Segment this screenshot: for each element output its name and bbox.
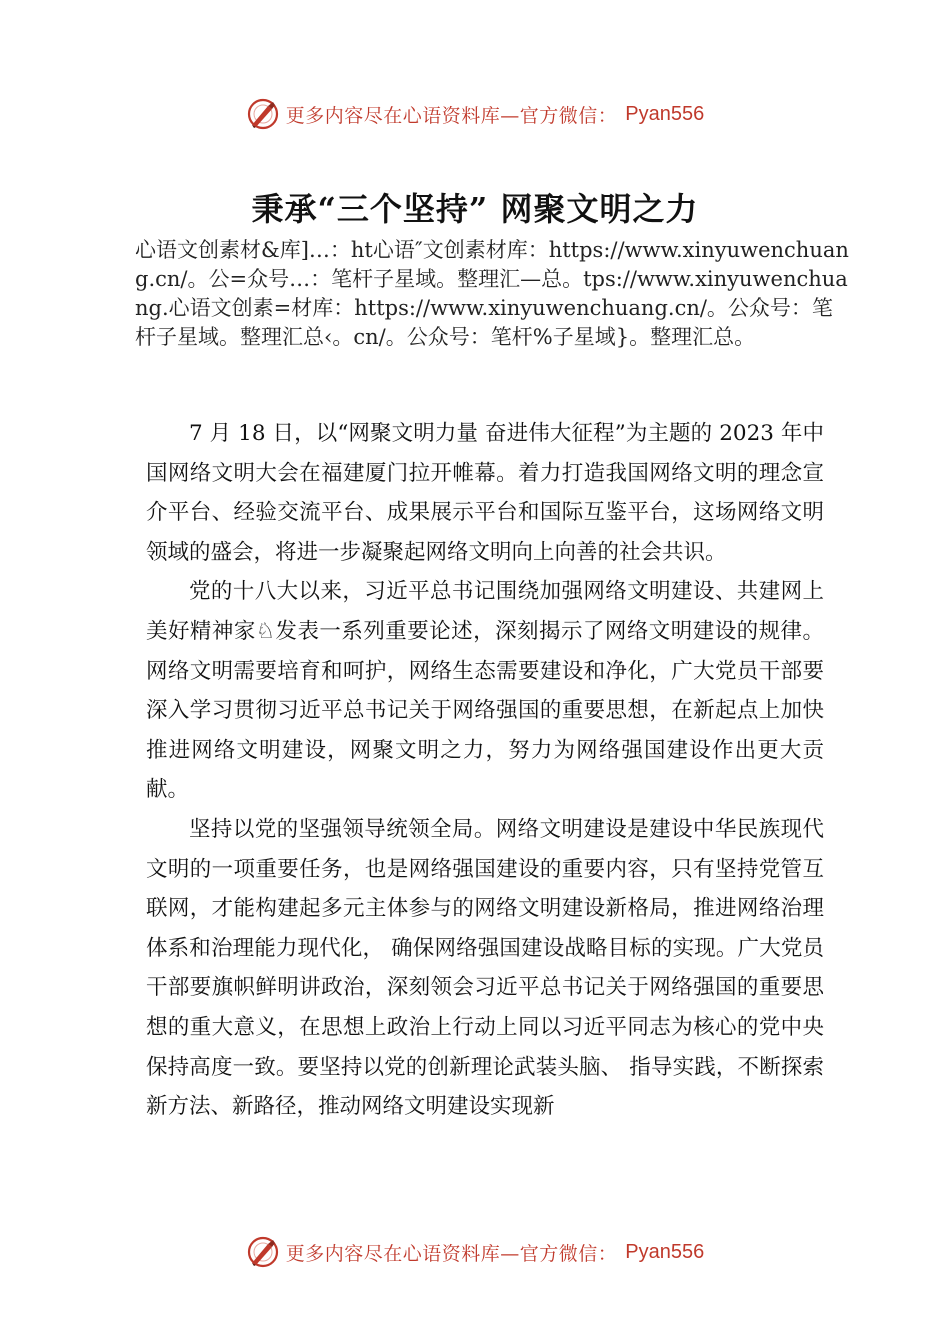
source-note: 心语文创素材&库]…：ht心语″文创素材库：https://www.xinyuwenchuang.cn/。公=众号…：笔杆子星域。整理汇—总。tps://www.xinyuwenchuang.心语文创素=材库：https://www.xinyuwenchuang.cn/。公众号：笔杆子星域。整理汇总‹。cn/。公众号：笔杆%子星域}。整理汇总。 [135, 238, 849, 349]
article-title: 秉承“三个坚持” 网聚文明之力 [251, 190, 699, 228]
footer-banner [0, 1232, 950, 1272]
header-wechat-id: Pyan556 [625, 102, 705, 125]
pen-logo-icon [246, 97, 280, 131]
pen-logo-icon [246, 1235, 280, 1269]
paragraph: 坚持以党的坚强领导统领全局。网络文明建设是建设中华民族现代文明的一项重要任务，也是网络强国建设的重要内容，只有坚持党管互联网，才能构建起多元主体参与的网络文明建设新格局，推进网络治理体系和治理能力现代化， 确保网络强国建设战略目标的实现。广大党员干部要旗帜鲜明讲政治，深刻领会习近平总书记关于网络强国的重要思想的重大意义，在思想上政治上行动上同以习近平同志为核心的党中央保持高度一致。要坚持以党的创新理论武装头脑、 指导实践，不断探索新方法、新路径，推动网络文明建设实现新 [146, 816, 824, 1120]
paragraph: 党的十八大以来，习近平总书记围绕加强网络文明建设、共建网上美好精神家♘发表一系列重要论述，深刻揭示了网络文明建设的规律。网络文明需要培育和呵护，网络生态需要建设和净化，广大党员干部要深入学习贯彻习近平总书记关于网络强国的重要思想，在新起点上加快推进网络文明建设，网聚文明之力，努力为网络强国建设作出更大贡献。 [146, 579, 824, 803]
footer-wechat-id: Pyan556 [625, 1240, 705, 1263]
article-body [146, 414, 824, 1127]
paragraph: 7 月 18 日，以“网聚文明力量 奋进伟大征程”为主题的 2023 年中国网络文明大会在福建厦门拉开帷幕。着力打造我国网络文明的理念宣介平台、经验交流平台、成果展示平台和国际互鉴平台，这场网络文明领域的盛会，将进一步凝聚起网络文明向上向善的社会共识。 [146, 421, 824, 565]
header-banner-text: 更多内容尽在心语资料库—官方微信： [285, 104, 618, 127]
footer-banner-text: 更多内容尽在心语资料库—官方微信： [285, 1242, 618, 1265]
header-banner [0, 94, 950, 134]
